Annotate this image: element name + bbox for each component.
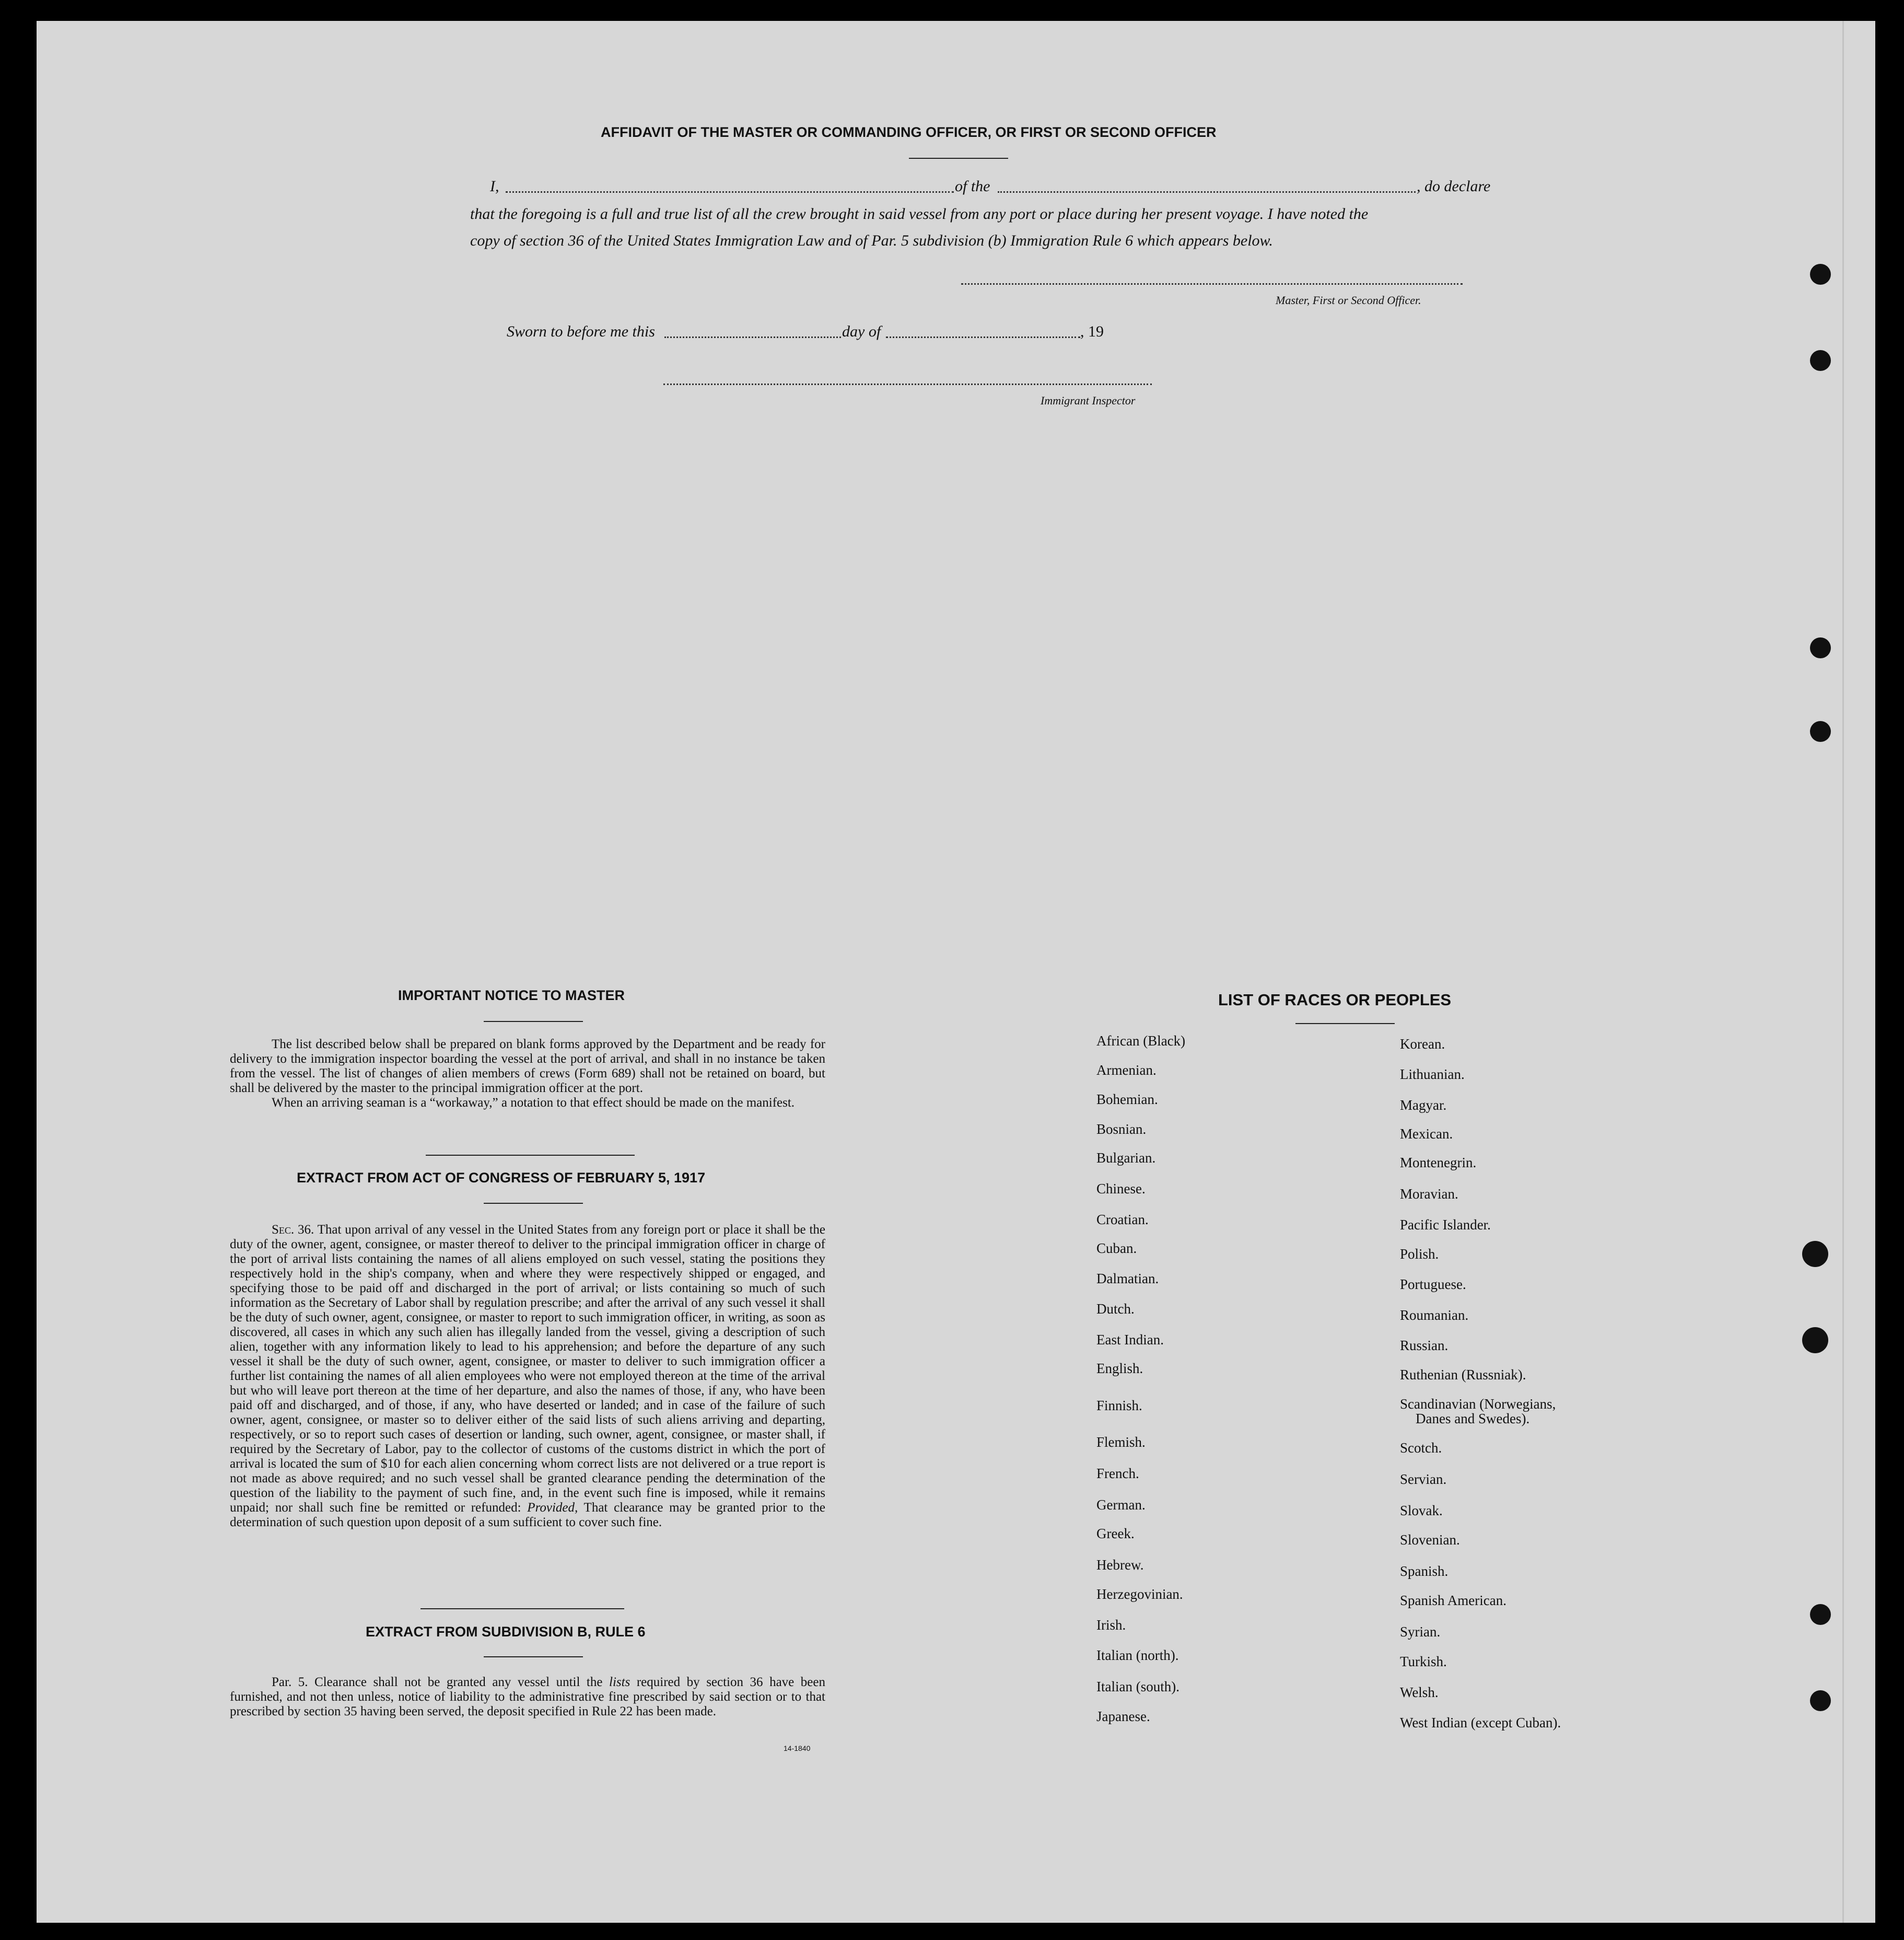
punch-hole xyxy=(1802,1327,1828,1353)
divider xyxy=(909,158,1008,159)
punch-hole xyxy=(1810,721,1831,742)
notice-body xyxy=(230,1037,825,1110)
divider xyxy=(426,1155,635,1156)
act-extract-body xyxy=(230,1223,825,1530)
race-item: Italian (north). xyxy=(1096,1647,1179,1663)
race-item: Syrian. xyxy=(1400,1624,1441,1640)
notice-paragraph-1: The list described below shall be prepared on blank forms approved by the Department and be ready for delivery to the immigration inspector boarding the vessel at the port of arrival, and shall in no instance be taken from the vessel. The list of changes of alien members of crews (Form 689) shall not be retained on board, but shall be delivered by the master to the principal immigration officer at the port. xyxy=(230,1037,825,1095)
vessel-label: of the xyxy=(955,178,990,195)
rule-extract-body xyxy=(230,1675,825,1719)
race-item: Spanish. xyxy=(1400,1563,1449,1579)
race-item: Slovenian. xyxy=(1400,1532,1460,1548)
master-signature-field[interactable] xyxy=(961,283,1463,285)
divider xyxy=(484,1021,583,1022)
race-item: Montenegrin. xyxy=(1400,1155,1477,1170)
race-item: Magyar. xyxy=(1400,1097,1447,1113)
punch-hole xyxy=(1802,1241,1828,1267)
divider xyxy=(484,1203,583,1204)
race-item: Greek. xyxy=(1096,1526,1135,1541)
race-item: Bohemian. xyxy=(1096,1091,1158,1107)
race-item-continuation: Danes and Swedes). xyxy=(1416,1411,1530,1426)
race-item: West Indian (except Cuban). xyxy=(1400,1715,1561,1730)
rule-extract-title: EXTRACT FROM SUBDIVISION B, RULE 6 xyxy=(366,1624,646,1640)
race-item: Irish. xyxy=(1096,1617,1126,1633)
race-item: Croatian. xyxy=(1096,1212,1149,1227)
declaration-line-3: copy of section 36 of the United States Immigration Law and of Par. 5 subdivision (b) Immigration Rule 6 which appears below. xyxy=(470,232,1273,249)
declarant-label: I, xyxy=(490,178,499,195)
race-item: Japanese. xyxy=(1096,1709,1150,1724)
race-item: Slovak. xyxy=(1400,1503,1443,1518)
race-item: Ruthenian (Russniak). xyxy=(1400,1367,1526,1383)
race-item: Finnish. xyxy=(1096,1398,1142,1413)
race-item: Scotch. xyxy=(1400,1440,1442,1456)
notice-paragraph-2: When an arriving seaman is a “workaway,” a notation to that effect should be made on the manifest. xyxy=(272,1096,795,1110)
race-item: Italian (south). xyxy=(1096,1679,1179,1694)
race-item: Portuguese. xyxy=(1400,1276,1466,1292)
punch-hole xyxy=(1810,637,1831,658)
lists-word: lists xyxy=(609,1675,630,1689)
race-item: Bosnian. xyxy=(1096,1121,1147,1137)
par-5-text xyxy=(230,1675,825,1719)
year-label: , 19 xyxy=(1080,323,1104,340)
race-item: Dutch. xyxy=(1096,1301,1135,1317)
notice-title: IMPORTANT NOTICE TO MASTER xyxy=(398,988,625,1003)
act-extract-title: EXTRACT FROM ACT OF CONGRESS OF FEBRUARY 5, 1917 xyxy=(297,1170,706,1186)
declarant-name-field[interactable] xyxy=(506,191,954,193)
races-title: LIST OF RACES OR PEOPLES xyxy=(1218,991,1452,1009)
affidavit-title: AFFIDAVIT OF THE MASTER OR COMMANDING OFFICER, OR FIRST OR SECOND OFFICER xyxy=(601,124,1217,140)
sworn-month-field[interactable] xyxy=(886,336,1080,338)
punch-hole xyxy=(1810,1604,1831,1625)
race-item: Spanish American. xyxy=(1400,1593,1506,1608)
inspector-signature-field[interactable] xyxy=(663,384,1152,385)
punch-hole xyxy=(1810,264,1831,285)
race-item: Bulgarian. xyxy=(1096,1150,1156,1166)
par-5-text-a: Par. 5. Clearance shall not be granted any vessel until the xyxy=(272,1675,603,1689)
punch-hole xyxy=(1810,1690,1831,1711)
race-item: Turkish. xyxy=(1400,1654,1447,1669)
race-item: English. xyxy=(1096,1361,1143,1376)
divider xyxy=(484,1656,583,1657)
punch-hole xyxy=(1810,350,1831,371)
divider xyxy=(1295,1023,1395,1024)
race-item: Roumanian. xyxy=(1400,1307,1469,1323)
race-item: African (Black) xyxy=(1096,1033,1186,1049)
race-item: Scandinavian (Norwegians, xyxy=(1400,1396,1556,1412)
vessel-name-field[interactable] xyxy=(998,191,1416,193)
race-item: Korean. xyxy=(1400,1036,1445,1052)
race-item: Lithuanian. xyxy=(1400,1066,1465,1082)
race-item: Mexican. xyxy=(1400,1126,1453,1142)
race-item: Flemish. xyxy=(1096,1434,1146,1450)
section-36-text xyxy=(230,1223,825,1530)
sworn-label: Sworn to before me this xyxy=(507,323,655,340)
divider xyxy=(420,1608,624,1609)
race-item: Armenian. xyxy=(1096,1062,1157,1078)
race-item: East Indian. xyxy=(1096,1332,1164,1347)
race-item: Cuban. xyxy=(1096,1240,1137,1256)
race-item: Dalmatian. xyxy=(1096,1271,1159,1286)
form-number: 14-1840 xyxy=(784,1744,811,1752)
sworn-day-field[interactable] xyxy=(664,336,841,338)
day-of-label: day of xyxy=(842,323,881,340)
race-item: Moravian. xyxy=(1400,1186,1458,1202)
par-5-text-b: required by section 36 have been furnished, and not then unless, notice of liability to the administrative fine prescribed by said section or to that prescribed by section 35 having been served, the deposit specified in Rule 22 has been made. xyxy=(230,1675,825,1718)
race-item: Russian. xyxy=(1400,1338,1449,1353)
declare-text: , do declare xyxy=(1417,178,1491,195)
section-label: Sec. 36. xyxy=(272,1223,314,1237)
page-fold xyxy=(1842,21,1844,1923)
race-item: French. xyxy=(1096,1466,1139,1481)
race-item: Chinese. xyxy=(1096,1181,1146,1196)
section-body: That upon arrival of any vessel in the United States from any foreign port or place it shall be the duty of the owner, agent, consignee, or master thereof to deliver to the principal immigration officer in charge of the port of arrival lists containing the names of all aliens employed on such vessel, stating the positions they respectively hold in the ship's company, when and where they were respectively shipped or engaged, and specifying those to be paid off and discharged in the port of arrival; or lists containing so much of such information as the Secretary of Labor shall by regulation prescribe; and after the arrival of any such vessel it shall be the duty of such owner, agent, consignee, or master to report to such immigration officer, in writing, as soon as discovered, all cases in which any such alien has illegally landed from the vessel, giving a description of such alien, together with any information likely to lead to his apprehension; and before the departure of any such vessel it shall be the duty of such owner, agent, consignee, or master to deliver to such immigration officer a further list containing the names of all alien employees who were not employed thereon at the time of the arrival but who will leave port thereon at the time of her departure, and also the names of those, if any, who have been paid off and discharged, and of those, if any, who have deserted or landed; and in case of the failure of such owner, agent, consignee, or master so to deliver either of the said lists of such aliens arriving and departing, respectively, or so to report such cases of desertion or landing, such owner, agent, consignee, or master shall, if required by the Secretary of Labor, pay to the collector of customs of the customs district in which the port of arrival is located the sum of $10 for each alien concerning whom correct lists are not delivered or a true report is not made as above required; and no such vessel shall be granted clearance pending the determination of the question of the liability to the payment of such fine, and, in the event such fine is imposed, while it remains unpaid; nor shall such fine be remitted or refunded: xyxy=(230,1223,825,1515)
race-item: Polish. xyxy=(1400,1246,1439,1262)
race-item: Hebrew. xyxy=(1096,1557,1144,1573)
master-signature-label: Master, First or Second Officer. xyxy=(1276,294,1421,307)
race-item: Herzegovinian. xyxy=(1096,1586,1183,1602)
race-item: Welsh. xyxy=(1400,1685,1439,1700)
provided-word: Provided, xyxy=(527,1501,578,1515)
race-item: Pacific Islander. xyxy=(1400,1217,1491,1233)
race-item: German. xyxy=(1096,1497,1146,1513)
inspector-label: Immigrant Inspector xyxy=(1041,394,1136,407)
document-page xyxy=(37,21,1875,1923)
section-body-end: That clearance may be granted prior to the determination of such question upon deposit of a sum sufficient to cover such fine. xyxy=(230,1501,825,1529)
race-item: Servian. xyxy=(1400,1471,1447,1487)
declaration-line-2: that the foregoing is a full and true list of all the crew brought in said vessel from any port or place during her present voyage. I have noted the xyxy=(470,205,1369,223)
